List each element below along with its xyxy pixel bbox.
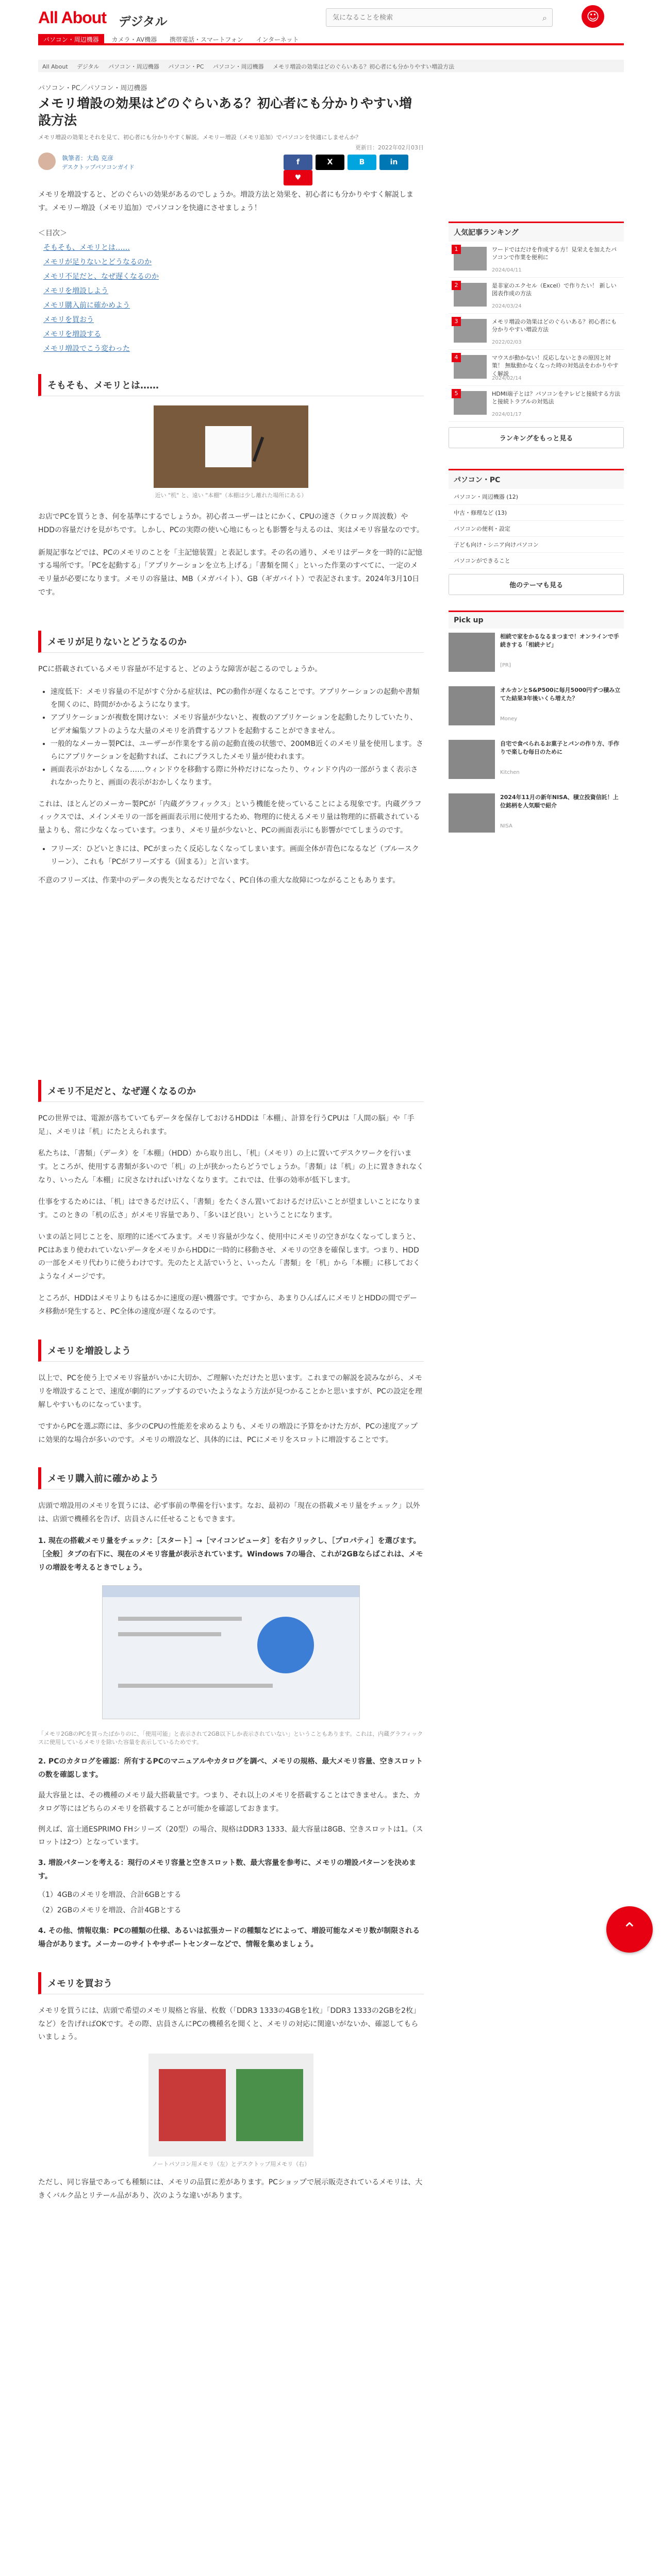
ranking-item[interactable]	[449, 242, 624, 278]
section-heading: メモリ購入前に確かめよう	[38, 1467, 424, 1489]
category-item[interactable]: パソコンができること	[449, 553, 624, 569]
paragraph: ところが、HDDはメモリよりもはるかに速度の遅い機器です。ですから、あまりひんぱんにメモリとHDDの間でデータ移動が発生すると、PC全体の速度が遅くなるのです。	[38, 1294, 418, 1316]
author-role[interactable]: デスクトップパソコンガイド	[62, 164, 135, 171]
pickup-thumbnail[interactable]	[449, 633, 495, 672]
category-heading: パソコン・PC	[449, 469, 624, 489]
paragraph: 例えば、富士通ESPRIMO FHシリーズ（20型）の場合、規格はDDR3 1333、最大容量は8GB、空きスロットは1。（スロットは2つ）となっています。	[38, 1825, 423, 1847]
breadcrumb-item[interactable]: パソコン・PC	[168, 63, 204, 70]
windows-logo-icon	[257, 1617, 314, 1673]
paragraph: 4. その他、情報収集：PCの種類の仕様、あるいは拡張カードの種類などによって、増設可能なメモリ数が制限される場合があります。メーカーのサイトやサポートセンターなどで、情報を集めましょう。	[38, 1926, 420, 1948]
ranking-title[interactable]: HDMI端子とは？パソコンをテレビと接続する方法と接続トラブルの対処法	[492, 391, 621, 405]
pickup-source: [PR]	[500, 663, 511, 668]
paragraph: いまの話と同じことを、原理的に述べてみます。メモリ容量が少なく、使用中にメモリの空きがなくなってしまうと、PCはあまり使われていないデータをメモリからHDDに一時的に移動させ、メモリの空きを確保します。つまり、HDDの一部をメモリ代わりに使うわけです。先のたとえ話でいうと、いったん「書類」を「机」から「本棚」に移しておくようなイメージです。	[38, 1232, 420, 1281]
toc-item[interactable]: メモリが足りないとどうなるのか	[43, 258, 152, 266]
ranking-date: 2024/04/11	[492, 267, 522, 273]
paragraph: 以上で、PCを使う上でメモリ容量がいかに大切か、ご理解いただけたと思います。これまでの解説を読みながら、メモリを増設することで、速度が劇的にアップするのでいたようなよう方法が見つかることかと思いますが、PCの設定を理解しやすいものになっています。	[38, 1374, 422, 1409]
paragraph: お店でPCを買うとき、何を基準にするでしょうか。初心者ユーザーはとにかく、CPUの速さ（クロック周波数）やHDDの容量だけを見がちです。しかし、PCの実際の使い心地にもっとも影響を与えるのは、実はメモリ容量なのです。	[38, 512, 424, 534]
article-lead: メモリ増設の効果とそれを見て、初心者にも分かりやすく解説。メモリー増設（メモリ追加）でパソコンを快適にしませんか？	[38, 134, 361, 141]
paragraph: 私たちは、「書類」（データ）を「本棚」（HDD）から取り出し、「机」（メモリ）の上に置いてデスクワークを行います。ところが、使用する書類が多いので「机」の上が狭かったらどうでしょうか。「書類」は「机」の上に置ききれなくなり、いったん「本棚」に戻さなければいけなくなります。これでは、仕事の効率が低下します。	[38, 1149, 424, 1185]
article-date: 更新日：2022年02月03日	[355, 144, 424, 151]
paragraph: PCの世界では、電源が落ちていてもデータを保存しておけるHDDは「本棚」、計算を行うCPUは「人間の脳」や「手足」、メモリは「机」にたとえられます。	[38, 1114, 415, 1137]
paragraph: PCに搭載されているメモリ容量が不足すると、どのような障害が起こるのでしょうか。	[38, 665, 322, 674]
pickup-source: NISA	[500, 823, 512, 829]
category-item[interactable]: 子ども向け・シニア向けパソコン	[449, 537, 624, 553]
image-caption: 「メモリ2GBのPCを買ったばかりのに、「使用可能」と表示されて2GB以下しか表示されていない」ということもあります。これは、内蔵グラフィックスに使用しているメモリを除いた容量を表示しているためです。	[38, 1730, 423, 1745]
pickup-title[interactable]: 相続で家をかるなるまつまで！オンラインで手続きする「相続ナビ」	[500, 633, 619, 648]
paragraph: 3. 増設パターンを考える：現行のメモリ容量と空きスロット数、最大容量を参考に、メモリの増設パターンを決めます。	[38, 1859, 417, 1881]
nav-item-internet[interactable]: インターネット	[256, 36, 299, 43]
paragraph: これは、ほとんどのメーカー製PCが「内蔵グラフィックス」という機能を使っていることによる現象です。内蔵グラフィックスでは、メインメモリの一部を画面表示用に使用するため、物理的に使えるメモリ量は物理的に搭載されている量よりも、常に少なくなっています。つまり、メモリ量が少ないと、PCの画面表示にも影響がでてしまうのです。	[38, 800, 422, 835]
ad-space	[38, 887, 424, 1062]
site-header	[0, 0, 662, 44]
toc-item[interactable]: そもそも、メモリとは……	[43, 243, 130, 252]
table-of-contents	[38, 228, 424, 353]
section-heading: メモリが足りないとどうなるのか	[38, 631, 424, 653]
paragraph: （2）2GBのメモリを増設、合計4GBとする	[38, 1906, 181, 1914]
breadcrumb-item[interactable]: パソコン・周辺機器	[108, 63, 159, 70]
pickup-item[interactable]	[449, 789, 624, 843]
nav-item-mobile[interactable]: 携帯電話・スマートフォン	[169, 36, 243, 43]
paragraph: 1. 現在の搭載メモリ量をチェック：［スタート］→［マイコンピュータ］を右クリックし、［プロパティ］を選びます。［全般］タブの右下に、現在のメモリ容量が表示されています。Windows 7の場合、これが2GBならばこれは、メモリの増設を考えるときでしょう。	[38, 1537, 423, 1572]
paragraph: 2. PCのカタログを確認：所有するPCのマニュアルやカタログを調べ、メモリの規格、最大メモリ容量、空きスロットの数を確認します。	[38, 1757, 423, 1779]
desk-notebook-image	[154, 405, 308, 488]
paragraph: 最大容量とは、その機種のメモリ最大搭載量です。つまり、それ以上のメモリを搭載することはできません。また、カタログ等にはどちらのメモリを搭載することが可能かを確認しておきます。	[38, 1791, 421, 1813]
toc-item[interactable]: メモリを買おう	[43, 315, 94, 324]
x-share-button[interactable]: X	[316, 155, 344, 170]
paragraph: （1）4GBのメモリを増設、合計6GBとする	[38, 1891, 181, 1900]
author-avatar[interactable]	[38, 152, 56, 170]
rank-number: 2	[452, 281, 461, 290]
paragraph: 不意のフリーズは、作業中のデータの喪失となるだけでなく、PC自体の重大な故障につながることもあります。	[38, 876, 400, 885]
share-buttons	[280, 155, 424, 185]
paragraph: ただし、同じ容量であっても種類には、メモリの品質に差があります。PCショップで展示販売されているメモリは、大きくバルク品とリテール品があり、次のような違いがあります。	[38, 2178, 423, 2200]
memory-modules-image	[148, 2054, 313, 2157]
ranking-title[interactable]: ワードではだけを作成する方！見栄えを加えたパソコンで作業を便利に	[492, 246, 617, 261]
breadcrumb-item[interactable]: パソコン・周辺機器	[212, 63, 264, 70]
pickup-thumbnail[interactable]	[449, 686, 495, 725]
section-heading: メモリを買おう	[38, 1972, 424, 1994]
rank-number: 1	[452, 245, 461, 254]
breadcrumb-item[interactable]: デジタル	[77, 63, 100, 70]
search-icon[interactable]: ⌕	[542, 13, 547, 23]
category-more-button[interactable]: 他のテーマも見る	[449, 574, 624, 595]
pickup-item[interactable]	[449, 682, 624, 736]
image-caption: 近い "机" と、遠い "本棚"（本棚は少し離れた場所にある）	[155, 492, 307, 499]
author-name[interactable]: 執筆者：大島 克彦	[62, 155, 113, 162]
paragraph: ですからPCを選ぶ際には、多少のCPUの性能差を求めるよりも、メモリの増設に予算をかけた方が、PCの速度アップに効果的な場合が多いのです。メモリの増設など、具体的には、PCにメモリをスロットに増設することです。	[38, 1422, 418, 1444]
rank-number: 3	[452, 317, 461, 326]
rank-number: 4	[452, 353, 461, 362]
list-item: • 一般的なメーカー製PCは、ユーザーが作業をする前の起動直後の状態で、200MB近くのメモリ量を使用します。さらにアプリケーションを起動すれば、これにプラスしたメモリ量が使われます。	[51, 738, 424, 764]
ranking-item[interactable]	[449, 350, 624, 386]
section-heading: メモリ不足だと、なぜ遅くなるのか	[38, 1080, 424, 1102]
article-intro: メモリを増設すると、どのぐらいの効果があるのでしょうか。増設方法と効果を、初心者にも分かりやすく解説します。メモリー増設（メモリ追加）でパソコンを快適にさせましょう！	[38, 191, 413, 212]
scroll-top-button[interactable]: ⌃	[606, 1906, 653, 1953]
text-line	[118, 1632, 221, 1636]
notebook-shape	[205, 426, 252, 467]
linkedin-share-button[interactable]: in	[379, 155, 408, 170]
hatena-share-button[interactable]: B	[347, 155, 376, 170]
pickup-source: Kitchen	[500, 770, 520, 775]
paragraph: 仕事をするためには、「机」はできるだけ広く、「書類」をたくさん置いておけるだけ広いことが望ましいことになります。このときの「机の広さ」がメモリ容量であり、「多いほど良い」ということになります。	[38, 1197, 421, 1219]
global-nav	[38, 34, 624, 45]
bullet-list	[51, 843, 424, 869]
list-item: • 速度低下：メモリ容量の不足がすぐ分かる症状は、PCの動作が遅くなることです。アプリケーションの起動や書類を開くのに、時間がかかるようになります。	[51, 686, 424, 711]
category-item[interactable]: パソコン・周辺機器 (12)	[449, 489, 624, 505]
paragraph: 新規記事などでは、PCのメモリのことを「主記憶装置」と表記します。その名の通り、メモリはデータを一時的に記憶する場所です。「PCを起動する」「アプリケーションを立ち上げる」「書類を開く」といった作業のすべてに、一定のメモリ量が必要になります。メモリの容量は、MB（メガバイト）、GB（ギガバイト）で表記されます。2024年3月10日です。	[38, 548, 423, 597]
user-icon[interactable]: ☺	[582, 5, 604, 28]
toc-item[interactable]: メモリを増設しよう	[43, 286, 108, 295]
image-caption: ノートパソコン用メモリ（左）とデスクトップ用メモリ（右）	[152, 2161, 310, 2168]
ranking-title[interactable]: メモリ増設の効果はどのぐらいある？初心者にも分かりやすい増設方法	[492, 318, 617, 333]
pickup-heading: Pick up	[449, 611, 624, 629]
paragraph: メモリを買うには、店頭で希望のメモリ規格と容量、枚数（「DDR3 1333の4GBを1枚」「DDR3 1333の2GBを2枚」など）を告げればOKです。その際、店員さんにPCの機種名を聞くと、メモリの対応に関違いがないか、確認してもらいましょう。	[38, 2006, 421, 2042]
pen-shape	[253, 436, 264, 462]
list-item: • フリーズ：ひどいときには、PCがまったく反応しなくなってしまいます。画面全体が青色になるなど（ブルースクリーン）、これも「PCがフリーズする（固まる）」と言います。	[51, 843, 424, 869]
toc-item[interactable]: メモリ不足だと、なぜ遅くなるのか	[43, 272, 159, 281]
breadcrumb	[38, 60, 624, 72]
category-item[interactable]: 中古・修理など (13)	[449, 505, 624, 521]
system-properties-screenshot	[102, 1585, 360, 1719]
pickup-thumbnail[interactable]	[449, 740, 495, 779]
toc-item[interactable]: メモリを増設する	[43, 330, 101, 338]
search-box	[326, 8, 553, 27]
toc-item[interactable]: メモリ増設でこう変わった	[43, 344, 130, 353]
pickup-thumbnail[interactable]	[449, 793, 495, 833]
ranking-date: 2024/01/17	[492, 412, 522, 417]
ranking-title[interactable]: マウスが動かない！反応しないときの原因と対策！ 無駄動かなくなった時の対処法をわかりやすく解説	[492, 354, 619, 377]
article	[38, 77, 424, 2203]
text-line	[118, 1684, 273, 1688]
article-category[interactable]: パソコン・PC／パソコン・周辺機器	[38, 84, 147, 92]
ranking-item[interactable]	[449, 314, 624, 350]
window-titlebar	[103, 1586, 359, 1597]
memory-package-shape	[236, 2069, 303, 2141]
site-logo[interactable]: All About	[38, 8, 106, 27]
list-item: • アプリケーションが複数を開けない：メモリ容量が少ないと、複数のアプリケーションを起動したりしていたり、ビデオ編集ソフトのような大量のメモリを消費するソフトを起動することができません。	[51, 711, 424, 737]
list-item: • 画面表示がおかしくなる……ウィンドウを移動する際に外枠だけになったり、ウィンドウ内の一部がうまく表示されなかったりと、画面の表示がおかしくなります。	[51, 764, 424, 789]
like-button[interactable]: ♥	[284, 170, 312, 185]
toc-item[interactable]: メモリ購入前に確かめよう	[43, 301, 130, 310]
ranking-heading: 人気記事ランキング	[449, 222, 624, 242]
ranking-item[interactable]	[449, 386, 624, 422]
text-line	[118, 1617, 242, 1621]
rank-number: 5	[452, 389, 461, 398]
author-block	[38, 152, 424, 182]
ranking-date: 2024/03/24	[492, 303, 522, 309]
paragraph: 店頭で増設用のメモリを買うには、必ず事前の準備を行います。なお、最初の「現在の搭載メモリ量をチェック」以外は、店頭で機種名を告げ、店員さんに任せることもできます。	[38, 1502, 420, 1524]
nav-item-pc[interactable]: パソコン・周辺機器	[38, 34, 104, 44]
toc-heading: ＜目次＞	[38, 229, 67, 238]
section-heading: メモリを増設しよう	[38, 1340, 424, 1362]
category-list	[449, 489, 624, 569]
ranking-date: 2024/02/14	[492, 376, 522, 381]
facebook-share-button[interactable]: f	[284, 155, 312, 170]
pickup-item[interactable]	[449, 629, 624, 682]
breadcrumb-current: メモリ増設の効果はどのぐらいある？初心者にも分かりやすい増設方法	[273, 63, 455, 70]
category-item[interactable]: パソコンの便利・設定	[449, 521, 624, 537]
ranking-item[interactable]	[449, 278, 624, 314]
memory-package-shape	[159, 2069, 226, 2141]
article-title: メモリ増設の効果はどのぐらいある？初心者にも分かりやすい増設方法	[38, 96, 412, 128]
nav-item-camera[interactable]: カメラ・AV機器	[111, 36, 157, 43]
pickup-source: Money	[500, 716, 518, 722]
site-section-name[interactable]: デジタル	[119, 14, 168, 29]
sidebar	[449, 222, 624, 843]
section-heading: そもそも、メモリとは……	[38, 374, 424, 396]
pickup-item[interactable]	[449, 736, 624, 789]
pickup-title[interactable]: オルカンとS&P500に毎月5000円ずつ積み立てた結果3年後いくら増えた？	[500, 687, 621, 702]
ranking-title[interactable]: 是非家のエクセル（Excel）で作りたい！ 新しい図表作成の方法	[492, 282, 617, 297]
search-input[interactable]	[326, 9, 522, 26]
breadcrumb-item[interactable]: All About	[42, 63, 68, 70]
ranking-date: 2022/02/03	[492, 340, 522, 345]
ranking-more-button[interactable]: ランキングをもっと見る	[449, 427, 624, 448]
pickup-title[interactable]: 2024年11月の新年NISA、積立投資信託！上位銘柄を人気順で紹介	[500, 794, 619, 809]
bullet-list	[51, 686, 424, 790]
pickup-title[interactable]: 自宅で食べられるお菓子とパンの作り方、手作りで楽しむ毎日のために	[500, 740, 619, 755]
